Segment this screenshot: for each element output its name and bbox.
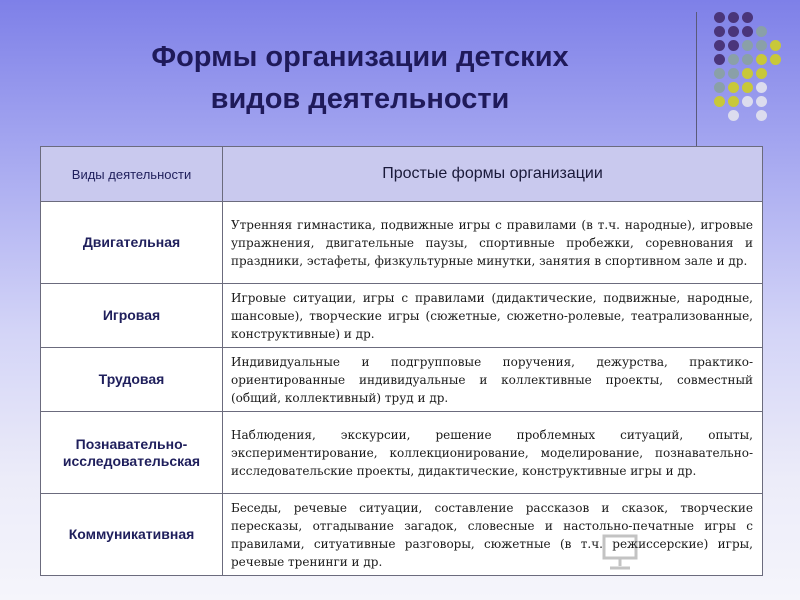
row-description: Беседы, речевые ситуации, составление рассказов и сказок, творческие пересказы, отгадывание загадок, словесные и настольно-печатные игры с правилами, ситуативные разговоры, сюжетные (в т.ч. режиссерские) игры, речевые тренинги и др. <box>223 494 763 576</box>
row-description: Игровые ситуации, игры с правилами (дидактические, подвижные, народные, шансовые), творческие игры (сюжетные, сюжетно-ролевые, театрализованные, конструктивные) и др. <box>223 284 763 348</box>
decorative-dot <box>728 12 739 23</box>
header-cell-simple-forms: Простые формы организации <box>223 147 763 202</box>
decorative-dot <box>742 12 753 23</box>
decorative-dot <box>728 96 739 107</box>
decorative-dot <box>742 54 753 65</box>
decorative-vertical-line <box>696 12 697 146</box>
decorative-dot <box>714 26 725 37</box>
decorative-dot <box>714 68 725 79</box>
decorative-dot <box>728 26 739 37</box>
decorative-dot <box>742 68 753 79</box>
slide-title-line1: Формы организации детских <box>151 41 569 73</box>
decorative-dot <box>756 68 767 79</box>
decorative-dot <box>742 26 753 37</box>
decorative-dot <box>714 96 725 107</box>
decorative-dot <box>742 82 753 93</box>
table-header-row <box>41 147 763 202</box>
row-label: Познавательно-исследовательская <box>41 412 223 494</box>
decorative-dot <box>728 110 739 121</box>
decorative-dot <box>756 110 767 121</box>
decorative-dot-grid <box>708 12 800 132</box>
decorative-dot <box>728 54 739 65</box>
slide-title-line2: видов деятельности <box>210 83 510 115</box>
decorative-dot <box>742 96 753 107</box>
decorative-dot <box>770 40 781 51</box>
row-description: Утренняя гимнастика, подвижные игры с правилами (в т.ч. народные), игровые упражнения, двигательные паузы, спортивные пробежки, соревнования и праздники, эстафеты, физкультурные минутки, занятия в спортивном зале и др. <box>223 202 763 284</box>
decorative-dot <box>714 54 725 65</box>
decorative-dot <box>742 40 753 51</box>
decorative-dot <box>756 82 767 93</box>
decorative-dot <box>714 82 725 93</box>
table-row <box>41 202 763 284</box>
decorative-dot <box>756 40 767 51</box>
row-label: Двигательная <box>41 202 223 284</box>
table-row <box>41 494 763 576</box>
decorative-dot <box>756 96 767 107</box>
table-row <box>41 284 763 348</box>
decorative-dot <box>728 68 739 79</box>
row-description: Индивидуальные и подгрупповые поручения, дежурства, практико-ориентированные индивидуальные и коллективные проекты, совместный (общий, коллективный) труд и др. <box>223 348 763 412</box>
decorative-dot <box>714 40 725 51</box>
row-description: Наблюдения, экскурсии, решение проблемных ситуаций, опыты, экспериментирование, коллекционирование, моделирование, познавательно-исследовательские проекты, дидактические, конструктивные игры и др. <box>223 412 763 494</box>
slide-title <box>60 36 660 120</box>
decorative-dot <box>756 54 767 65</box>
decorative-dot <box>728 82 739 93</box>
decorative-dot <box>770 54 781 65</box>
header-cell-activity-types: Виды деятельности <box>41 147 223 202</box>
activities-table <box>40 146 763 576</box>
table-row <box>41 348 763 412</box>
row-label: Игровая <box>41 284 223 348</box>
decorative-dot <box>728 40 739 51</box>
table-row <box>41 412 763 494</box>
decorative-dot <box>756 26 767 37</box>
row-label: Трудовая <box>41 348 223 412</box>
decorative-dot <box>714 12 725 23</box>
row-label: Коммуникативная <box>41 494 223 576</box>
